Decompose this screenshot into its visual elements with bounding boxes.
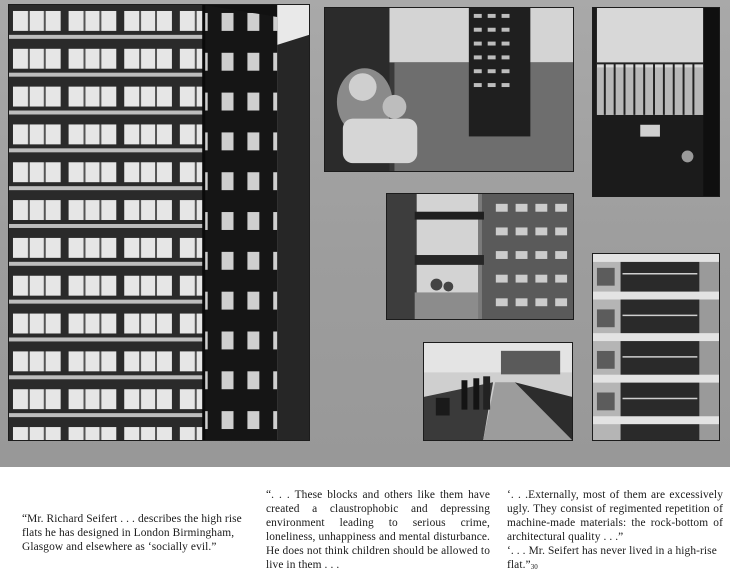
balcony-interior-photo	[592, 7, 720, 197]
tower-block-photo	[8, 4, 310, 441]
footnote-number: 30	[530, 563, 538, 571]
stacked-balconies-photo	[592, 253, 720, 441]
quote-closing-text: ‘. . . Mr. Seifert has never lived in a high-rise flat.”	[507, 545, 717, 571]
seifert-quote-right	[507, 488, 723, 544]
mother-child-photo	[324, 7, 574, 172]
quote-left-text: “Mr. Richard Seifert . . . describes the high rise flats he has designed in London Birmingham, Glasgow and elsewhere as ‘socially evil.”	[22, 513, 242, 553]
quote-right-text: ‘. . .Externally, most of them are excessively ugly. They consist of regimented repetition of machine-made materials: the rock-bottom of architectural quality . . .”	[507, 489, 723, 543]
quote-middle-text: “. . . These blocks and others like them have created a claustrophobic and depressing environment leading to serious crime, loneliness, unhappiness and mental disturbance. He does not think children should be allowed to live in them . . .	[266, 489, 490, 571]
seifert-quote-left	[22, 512, 247, 554]
deck-access-photo	[423, 342, 573, 441]
seifert-quote-middle	[266, 488, 490, 572]
walkways-photo	[386, 193, 574, 320]
